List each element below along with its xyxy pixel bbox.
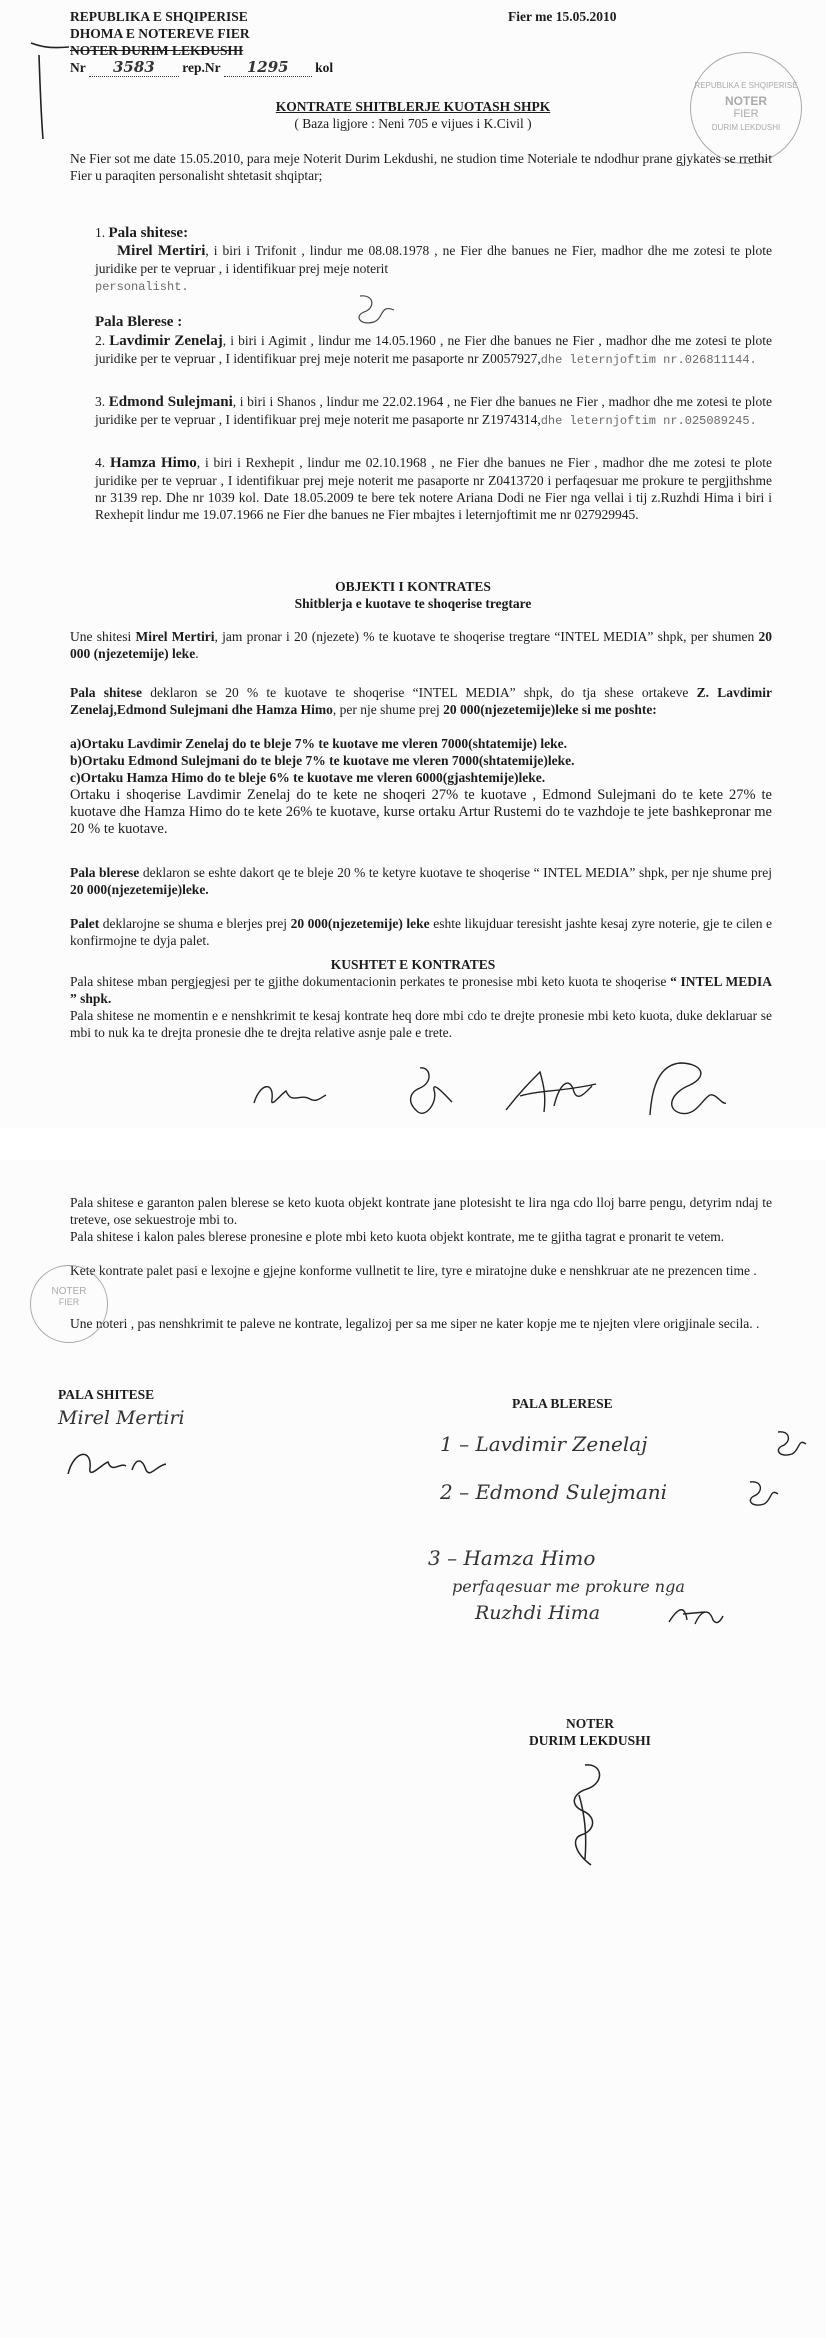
seller-number: 1. — [95, 225, 106, 240]
page2-paragraph-3: Kete kontrate palet pasi e lexojne e gjejne konforme vullnetit te lire, tyre e miratojne duke e nenshkruar ate ne prezencen time . — [70, 1263, 757, 1278]
buyer-1-signature-icon — [770, 1426, 810, 1462]
text-span: deklaron se eshte dakort qe te bleje 20 % te ketyre kuotave te shoqerise “ INTEL MEDIA” shpk, per nje shume prej — [139, 865, 772, 880]
buyer-handwritten-2: 2 – Edmond Sulejmani — [440, 1480, 668, 1504]
stamp-small-text-1: NOTER — [51, 1286, 87, 1297]
buyer-block-2 — [95, 393, 772, 430]
buyers-names-inline: Z. Lavdimir Zenelaj,Edmond Sulejmani dhe Hamza Himo — [70, 685, 772, 717]
signature-buyer-1-icon — [390, 1062, 460, 1122]
signature-buyer-3-icon — [640, 1055, 730, 1125]
buyer-handwritten-1: 1 – Lavdimir Zenelaj — [440, 1432, 648, 1456]
notary-name: DURIM LEKDUSHI — [529, 1733, 651, 1748]
stamp-text-3: FIER — [733, 108, 759, 120]
header-republic: REPUBLIKA E SHQIPERISE — [70, 9, 248, 24]
buyer-block-1 — [95, 332, 772, 369]
signature-buyer-2-icon — [500, 1062, 600, 1122]
nr-value: 3583 — [113, 58, 155, 76]
seller-heading: Pala shitese: — [108, 225, 189, 241]
buyer-number: 2. — [95, 333, 106, 348]
object-subheading: Shitblerja e kuotave te shoqerise tregtare — [294, 596, 532, 611]
buyer-number: 4. — [95, 455, 106, 470]
document-page-1 — [0, 0, 826, 1128]
notary-label: NOTER — [565, 1716, 614, 1731]
notary-signature-icon — [545, 1755, 625, 1875]
seller-block — [95, 224, 772, 296]
seller-text: , i biri i Trifonit , lindur me 08.08.1978 , ne Fier dhe banues ne Fier, madhor dhe me zotesi te plote juridike per te vepruar , i identifikuar prej meje noterit — [95, 243, 773, 276]
buyer-handwritten-5: Ruzhdi Hima — [475, 1602, 601, 1624]
text-span: Une shitesi — [70, 629, 136, 644]
text-span: , jam pronar i 20 (njezete) % te kuotave te shoqerise tregtare “INTEL MEDIA” shpk, per shumen — [214, 629, 759, 644]
buyer-2-signature-icon — [740, 1476, 780, 1512]
lead-inline: Pala shitese — [70, 685, 142, 700]
conditions-heading: KUSHTET E KONTRATES — [330, 957, 496, 972]
object-paragraph-4 — [70, 864, 772, 898]
buyer-text: , i biri i Agimit , lindur me 14.05.1960 , ne Fier dhe banues ne Fier , madhor dhe me zotesi te plote juridike per te vepruar , I identifikuar prej meje noterit me pasaporte nr Z0057927, — [95, 333, 773, 366]
intro-paragraph: Ne Fier sot me date 15.05.2010, para meje Noterit Durim Lekdushi, ne studion time Noteriale te ndodhur prane gjykates se rrethit Fier u paraqiten personalisht shtetasit shqiptar; — [70, 151, 772, 183]
nr-prefix: Nr — [70, 60, 86, 75]
buyer-text: , i biri i Shanos , lindur me 22.02.1964 , ne Fier dhe banues ne Fier , madhor dhe me zotesi te plote juridike per te vepruar , I identifikuar prej meje noterit me pasaporte nr Z1974314, — [95, 394, 772, 427]
text-span: . — [195, 646, 199, 661]
page2-paragraph-4: Une noteri , pas nenshkrimit te paleve ne kontrate, legalizoj per sa me siper ne kater kopje me te njejten vlere origjinale secila. . — [70, 1316, 760, 1331]
lead-inline: Pala blerese — [70, 865, 140, 880]
signature-seller-icon — [250, 1075, 330, 1115]
seller-handwritten-name: Mirel Mertiri — [58, 1407, 185, 1429]
stamp-text-2: NOTER — [725, 94, 767, 108]
buyer-name: Lavdimir Zenelaj — [109, 333, 223, 349]
buyer-label: PALA BLERESE — [512, 1396, 613, 1411]
object-paragraph-2 — [70, 684, 772, 718]
company-inline: “ INTEL MEDIA ” shpk. — [70, 974, 772, 1006]
buyer-3-signature-icon — [665, 1600, 725, 1630]
page2-paragraph-1: Pala shitese e garanton palen blerese se keto kuota objekt kontrate jane plotesisht te lira nga cdo lloj barre pengu, detyrim ndaj te treteve, ose sekuestroje mbi to. — [70, 1195, 772, 1227]
seller-typed-tail: personalisht. — [95, 280, 189, 294]
conditions-paragraph-1 — [70, 973, 772, 1007]
amount-inline: 20 000(njezetemije) leke — [290, 916, 430, 931]
contract-title: KONTRATE SHITBLERJE KUOTASH SHPK — [275, 99, 551, 114]
seller-signature-icon — [62, 1440, 172, 1490]
header-reference-line — [70, 59, 333, 77]
contract-legal-basis: ( Baza ligjore : Neni 705 e vijues i K.Civil ) — [294, 116, 532, 131]
seller-name-inline: Mirel Mertiri — [135, 629, 215, 644]
text-span: eshte likujduar teresisht jashte kesaj zyre noterie, gje te cilen e konfirmojne te dyja palet. — [70, 916, 773, 948]
buyers-heading: Pala Blerese : — [95, 314, 183, 330]
buyer-handwritten-3: 3 – Hamza Himo — [428, 1546, 596, 1570]
object-paragraph-5 — [70, 915, 772, 949]
initials-icon — [340, 290, 400, 330]
seller-label: PALA SHITESE — [58, 1387, 155, 1402]
lead-inline: Palet — [70, 916, 100, 931]
kol-label: kol — [315, 60, 334, 75]
place-date: Fier me 15.05.2010 — [508, 9, 617, 24]
text-span: Pala shitese mban pergjegjesi per te gjithe dokumentacionin perkates te pronesise mbi keto kuota te shoqerise — [70, 974, 671, 989]
allocation-item-c: c)Ortaku Hamza Himo do te bleje 6% te kuotave me vleren 6000(gjashtemije)leke. — [70, 770, 546, 785]
object-heading: OBJEKTI I KONTRATES — [335, 579, 491, 594]
rep-prefix: rep.Nr — [182, 60, 221, 75]
text-span: , per nje shume prej — [332, 702, 444, 717]
page-separator — [0, 1128, 826, 1160]
stamp-text-1: REPUBLIKA E SHQIPERISE — [694, 81, 798, 90]
amount-inline: 20 000 (njezetemije) leke — [70, 629, 772, 661]
buyer-block-3 — [95, 454, 772, 523]
buyer-typed-id: dhe leternjoftim nr.026811144. — [540, 353, 757, 367]
notary-stamp-small-icon — [30, 1265, 108, 1343]
object-paragraph-1 — [70, 628, 772, 662]
stamp-text-4: DURIM LEKDUSHI — [711, 123, 781, 132]
allocation-item-b: b)Ortaku Edmond Sulejmani do te bleje 7% te kuotave me vleren 7000(shtatemije)leke. — [70, 753, 575, 768]
buyer-name: Edmond Sulejmani — [108, 394, 233, 410]
buyer-number: 3. — [95, 394, 106, 409]
rep-value: 1295 — [246, 58, 289, 76]
seller-name: Mirel Mertiri — [117, 243, 206, 259]
text-span: deklarojne se shuma e blerjes prej — [99, 916, 291, 931]
object-paragraph-3: Ortaku i shoqerise Lavdimir Zenelaj do te kete ne shoqeri 27% te kuotave , Edmond Sulejmani do te kete 27% te kuotave dhe Hamza Himo do te kete 26% te kuotave, kurse ortaku Artur Rustemi do te vazhdoje te jete bashkepronar me 20 % te kuotave. — [70, 787, 772, 837]
buyer-text: , i biri i Rexhepit , lindur me 02.10.1968 , ne Fier dhe banues ne Fier , madhor dhe me zotesi te plote juridike per te vepruar , I identifikuar prej meje noterit me pasaporte nr Z0413720 i perfaqesuar me prokure te pergjithshme nr 3139 rep. Dhe nr 1039 kol. Date 18.05.2009 te bere tek notere Ariana Dodi ne Fier nga vellai i tij z.Ruzhdi Hima i biri i Rexhepit lindur me 19.07.1966 ne Fier dhe banues ne Fier mbajtes i leternjoftimit me nr 027929945. — [95, 455, 772, 522]
page2-paragraph-2: Pala shitese i kalon pales blerese pronesine e plote mbi keto kuota objekt kontrate, me te gjitha tagrat e pronarit te vetem. — [70, 1229, 725, 1244]
header-chamber: DHOMA E NOTEREVE FIER — [70, 26, 250, 41]
amount-inline: 20 000(njezetemije)leke. — [70, 882, 209, 897]
conditions-paragraph-2: Pala shitese ne momentin e e nenshkrimit te kesaj kontrate heq dore mbi cdo te drejte pronesie mbi keto kuota, duke deklaruar se mbi to nuk ka te drejta pronesie dhe te drejta relative asnje pale e trete. — [70, 1008, 772, 1040]
allocation-item-a: a)Ortaku Lavdimir Zenelaj do te bleje 7% te kuotave me vleren 7000(shtatemije) leke. — [70, 736, 568, 751]
document-page-2 — [0, 1160, 826, 2338]
buyer-typed-id: dhe leternjoftim nr.025089245. — [540, 414, 757, 428]
text-span: deklaron se 20 % te kuotave te shoqerise “INTEL MEDIA” shpk, do tja shese ortakeve — [142, 685, 697, 700]
buyer-handwritten-4: perfaqesuar me prokure nga — [452, 1577, 685, 1596]
amount-inline: 20 000(njezetemije)leke si me poshte: — [443, 702, 657, 717]
stamp-small-text-2: FIER — [58, 1297, 80, 1307]
buyer-name: Hamza Himo — [109, 455, 197, 471]
header-notary: NOTER DURIM LEKDUSHI — [70, 43, 244, 58]
